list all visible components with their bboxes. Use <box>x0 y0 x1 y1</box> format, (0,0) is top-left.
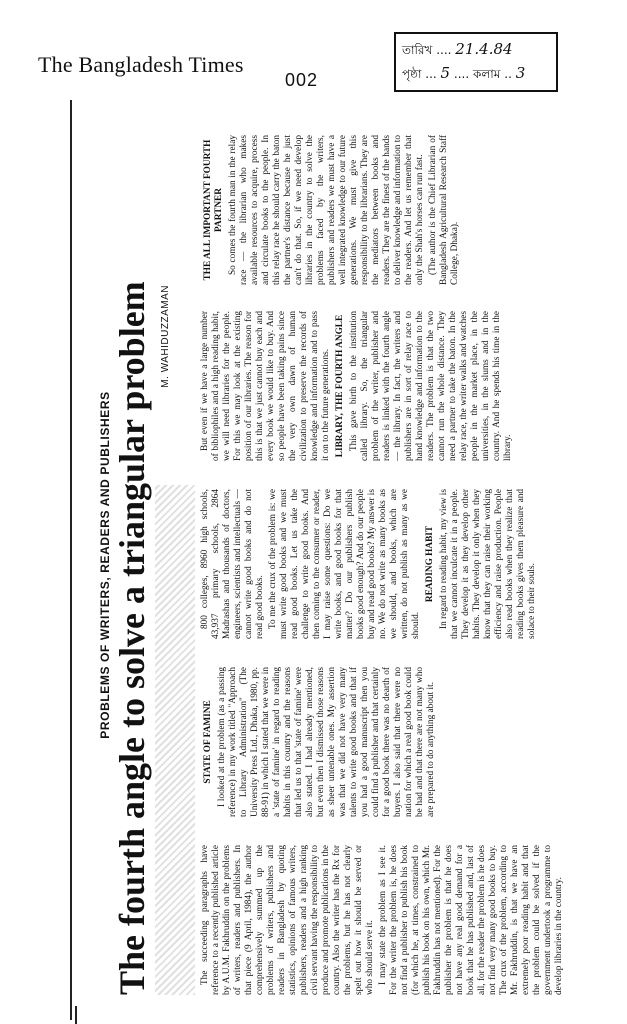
subhead-library-fourth-angle: LIBRARY, THE FOURTH ANGLE <box>335 314 345 458</box>
paragraph: I looked at the problem (as a passing reference) in my work titled "Approach to Library Administration" (The University Press Ltd., Dhaka, 1980, pp. 88-91) in which I stated that we were in a 'state of famine' in regard to reading habits in this country and the reasons that led us to that 'state of famine' were also stated. I had already mentioned, but even then I dismissed those reasons as sheer untenable ones. My assertion was that we did not have very many talents to write good books and that if you had a good manuscript then you could find a publisher and that certainly for a good book there was no dearth of buyers. I also said that there were no nation for which a real good book could be had and that there are not many who are prepared to do anything about it. <box>217 667 436 817</box>
stamp-date-value: 21.4.84 <box>455 40 513 58</box>
article-column-5 <box>200 135 620 285</box>
subhead-fourth-partner: THE ALL IMPORTANT FOURTH PARTNER <box>203 139 224 281</box>
article-column-2 <box>200 667 620 817</box>
subhead-state-of-famine: STATE OF FAMINE <box>203 700 213 784</box>
newspaper-masthead: The Bangladesh Times <box>38 52 244 77</box>
paragraph: To me the crux of the problem is: we must write good books and we must read good books. Let us take the challenge to write good books. And then coming to the consumer or reader, I may raise some questions: Do we write books, and good books for that matter? Do our publishers publish books good enough? And do our people buy and read good books? My answer is no. We do not write as many books as we should, and books, which are written, do not publish as many as we should. <box>268 489 421 639</box>
stamp-date-label: তারিখ <box>402 43 433 57</box>
article-headline: The fourth angle to solve a triangular problem <box>112 281 152 995</box>
article-kicker: PROBLEMS OF WRITERS, READERS AND PUBLISHERS <box>98 391 112 739</box>
paragraph: 800 colleges, 8960 high schools, 43,937 primary schools, 2864 Madrashas and thousands of doctors, engineers, scientists and intellectuals — cannot write good books and do not read good books. <box>200 489 265 639</box>
stamp-column-value: 3 <box>515 64 526 82</box>
paragraph: I may state the problem as I see it. For the writer the problem is, he does not find a publisher to publish his book (for which he, at times, constrained to publish his book on his own, which Mr. Fakhruddin has not mentioned). For the publisher the problem is that he does not have any real good demand for a book that he has published and, last of all, for the reader the problem is he does not find very many good books to buy. The crux of the problem, according to Mr. Fakhruddin, is that we have an extremely poor reading habit and that the problem could be solved if the government undertook a programme to develop libraries in the country. <box>378 845 564 995</box>
stamp-page-label: পৃষ্ঠা <box>402 67 422 81</box>
headline-hatching <box>155 485 195 995</box>
author-note: (The author is the Chief Librarian of Bangladesh Agricultural Research Staff College, Dhaka). <box>428 135 460 285</box>
stamp-page-value: 5 <box>440 64 451 82</box>
paragraph: But even if we have a large number of bibliophiles and a high reading habit, we will need libraries for the people. For this we may look at the existing position of our libraries. The reason for this is that we just cannot buy each and every book we would like to buy. And so people have been taking pains since the very own dawn of human civilization to preserve the records of knowledge and information and to pass it on to the future generations. <box>200 311 331 461</box>
article-body <box>200 135 620 1015</box>
article-column-1 <box>200 845 620 995</box>
rotated-article <box>90 135 622 1015</box>
archive-stamp: তারিখ .... 21.4.84 পৃষ্ঠা ... 5 .... কলাম .. 3 <box>394 32 558 92</box>
article-clipping <box>90 135 622 1015</box>
paragraph: In regard to reading habit, my view is that we cannot inculcate it in a people. They develop it as they develop other habits. They develop it only when they know that they can raise their working efficiency and raise production. People also read books when they realize that reading books gives them pleasure and solace to their souls. <box>439 489 537 639</box>
paragraph: The succeeding paragraphs have reference to a recently published article by A.U.M. Fakhruddin on the problems of writers, readers and publishers. In that piece (9 April, 1984), the author comprehensively summed up the problems of writers, publishers and readers in Bangladesh by quoting statistics, opinions of famous writers, publishers, readers and a high ranking civil servant having the responsibility to produce and promote publications in the country. Also the writer has the Rx for the problems, but he has not clearly spelt out how it should be served or who should serve it. <box>200 845 375 995</box>
margin-rule <box>75 1006 77 1024</box>
article-column-4 <box>200 311 620 461</box>
folio-number: 002 <box>285 70 319 90</box>
article-column-3 <box>200 489 620 639</box>
subhead-reading-habit: READING HABIT <box>425 525 435 603</box>
article-byline: M. WAHIDUZZAMAN <box>160 285 171 388</box>
stamp-column-label: কলাম <box>472 67 501 81</box>
paragraph: This gave birth to the institution called library. So, the triangular problem of the writer, publisher and readers is linked with the fourth angle — the library. In fact, the writers and publishers are in sort of relay race to hand knowledge and information to the readers. The problem is that the two cannot run the whole distance. They need a partner to take the baton. In the relay race, the writer walks and watches people in the market place, in the universities, in the slums and in the country. And he spends his time in the library. <box>349 311 513 461</box>
paragraph: So comes the fourth man in the relay race — the librarian who makes available resources to acquire, process and circulate books to the people. In this relay race he should carry the baton the partner's distance because he just can't do that. So, if we need develop libraries in the country to solve the problems faced by the writers, publishers and readers we must have a well integrated knowledge to our future generations. We must give this responsibility to the librarians. They are the mediators between books and readers. They are the finest of the hands to deliver knowledge and information to the readers. And let us remember that only the Shah's horses can run fast. <box>228 135 425 285</box>
